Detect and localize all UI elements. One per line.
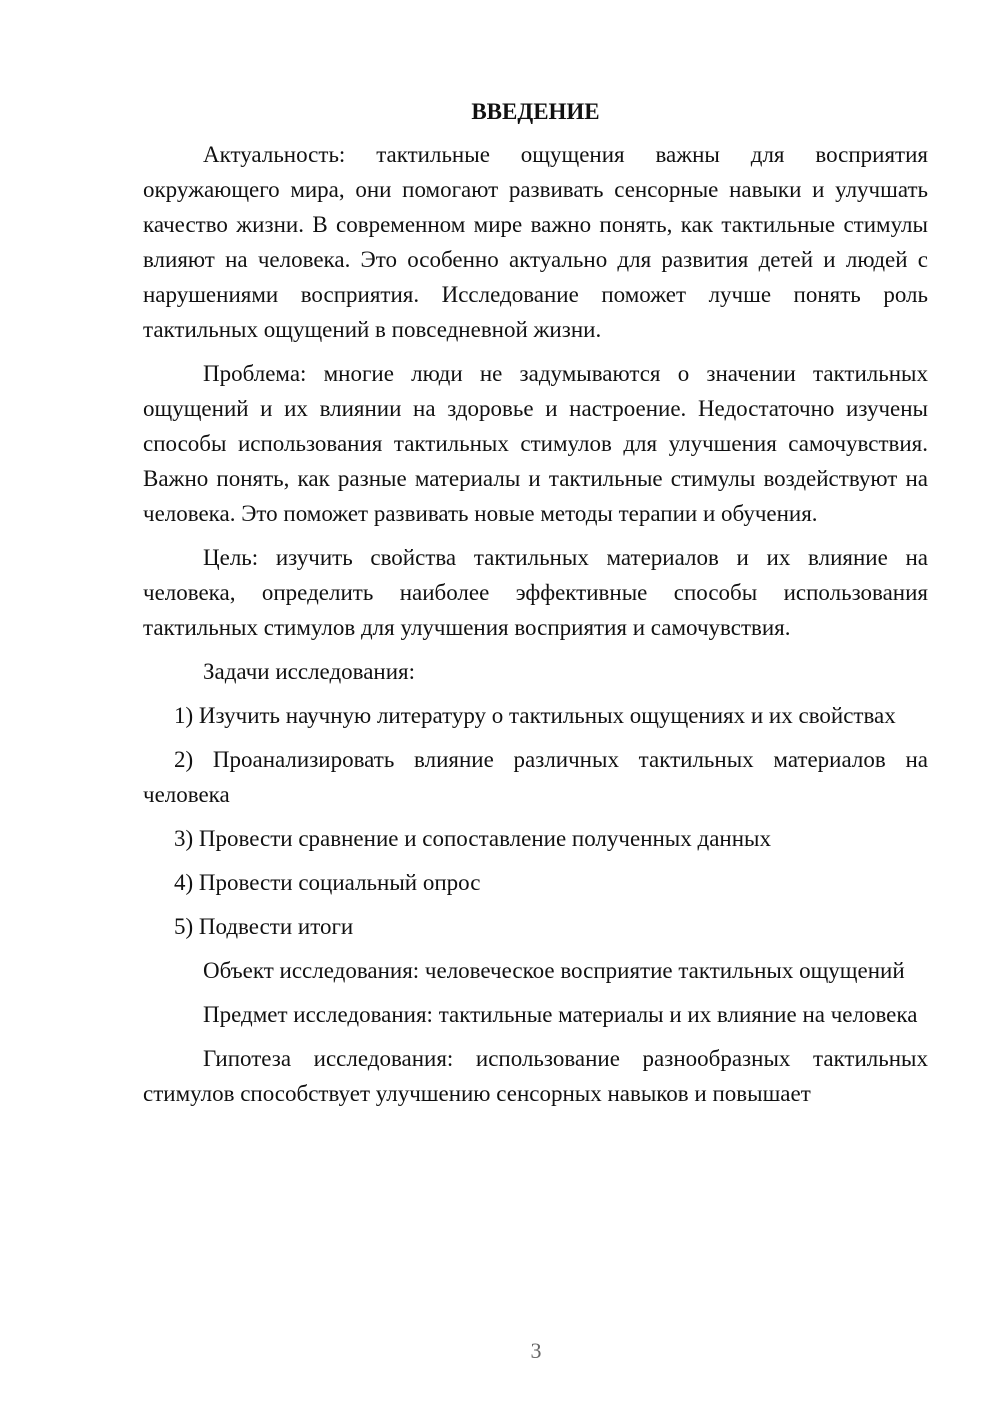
task-item-1: 1) Изучить научную литературу о тактильных ощущениях и их свойствах: [174, 703, 896, 728]
page-number: 3: [530, 1338, 542, 1363]
section-heading: ВВЕДЕНИЕ: [471, 99, 600, 124]
hypothesis-paragraph: Гипотеза исследования: использование разнообразных тактильных стимулов способствует улучшению сенсорных навыков и повышает: [143, 1046, 928, 1106]
task-item-4: 4) Провести социальный опрос: [174, 870, 481, 895]
problem-paragraph: Проблема: многие люди не задумываются о значении тактильных ощущений и их влиянии на здоровье и настроение. Недостаточно изучены способы использования тактильных стимулов для улучшения самочувствия. Важно понять, как разные материалы и тактильные стимулы воздействуют на человека. Это поможет развивать новые методы терапии и обучения.: [143, 361, 928, 526]
task-item-2: 2) Проанализировать влияние различных тактильных материалов на человека: [143, 747, 928, 807]
subject-paragraph: Предмет исследования: тактильные материалы и их влияние на человека: [203, 1002, 918, 1027]
page-content: [143, 94, 928, 1120]
task-item-5: 5) Подвести итоги: [174, 914, 354, 939]
task-item-3: 3) Провести сравнение и сопоставление полученных данных: [174, 826, 771, 851]
relevance-paragraph: Актуальность: тактильные ощущения важны для восприятия окружающего мира, они помогают развивать сенсорные навыки и улучшать качество жизни. В современном мире важно понять, как тактильные стимулы влияют на человека. Это особенно актуально для развития детей и людей с нарушениями восприятия. Исследование поможет лучше понять роль тактильных ощущений в повседневной жизни.: [143, 142, 928, 342]
goal-paragraph: Цель: изучить свойства тактильных материалов и их влияние на человека, определить наиболее эффективные способы использования тактильных стимулов для улучшения восприятия и самочувствия.: [143, 545, 928, 640]
object-paragraph: Объект исследования: человеческое восприятие тактильных ощущений: [203, 958, 905, 983]
tasks-title: Задачи исследования:: [203, 659, 416, 684]
